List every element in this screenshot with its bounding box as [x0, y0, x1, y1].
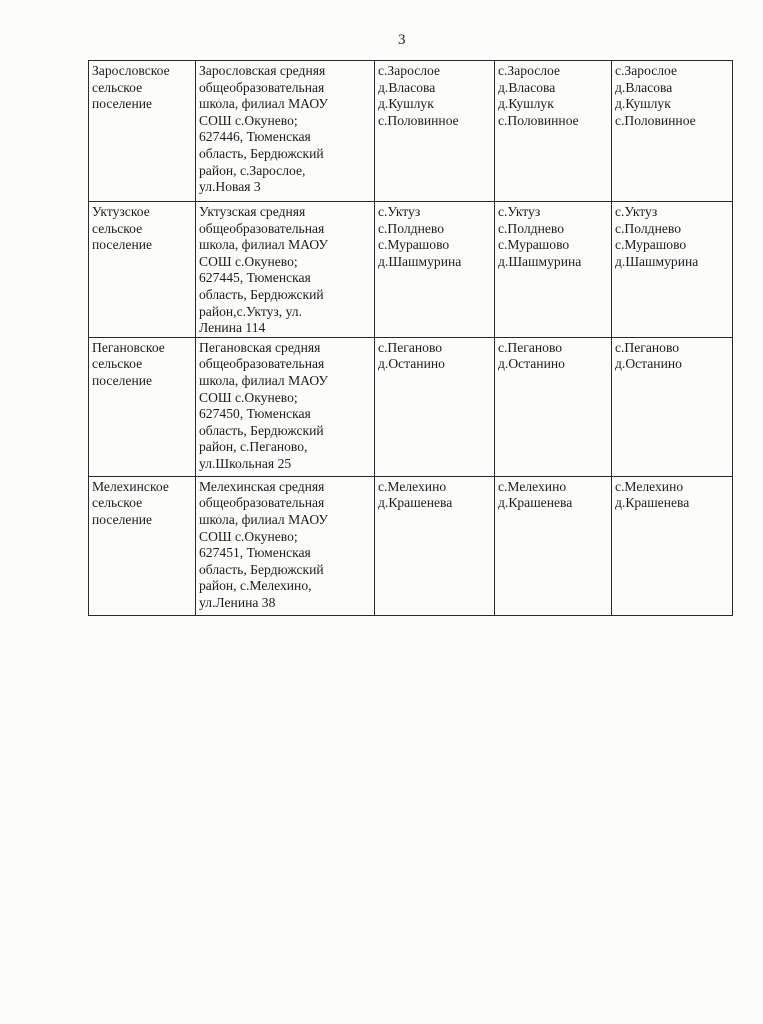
- villages-cell-3: [612, 202, 733, 338]
- cell-text-line: д.Кушлук: [498, 96, 554, 112]
- cell-text-line: область, Бердюжский: [199, 145, 324, 161]
- school-address-cell: [196, 476, 375, 615]
- cell-text-line: поселение: [92, 96, 153, 112]
- villages-cell-3: [612, 337, 733, 476]
- cell-text-line: школа, филиал МАОУ: [199, 96, 328, 112]
- school-address-cell: [196, 337, 375, 476]
- cell-text-line: Ленина 114: [199, 320, 266, 336]
- cell-text-line: Пегановская средняя: [199, 339, 321, 355]
- cell-text-line: д.Кушлук: [615, 96, 671, 112]
- cell-text-line: Зарословское: [92, 63, 170, 78]
- cell-text-line: ул.Ленина 38: [199, 594, 276, 610]
- villages-cell-1: [375, 476, 495, 615]
- cell-text-line: с.Мелехино: [378, 478, 447, 494]
- villages-cell-2: [495, 337, 612, 476]
- cell-text-line: ул.Новая 3: [199, 179, 261, 195]
- settlement-cell: [89, 61, 196, 202]
- schools-table-body: [89, 61, 733, 616]
- cell-text-line: с.Зарослое: [498, 63, 561, 78]
- cell-text-line: район, с.Пеганово,: [199, 439, 308, 455]
- cell-text-line: Мелехинская средняя: [199, 478, 325, 494]
- table-row: [89, 476, 733, 615]
- cell-text-line: поселение: [92, 237, 153, 253]
- cell-text-line: 627451, Тюменская: [199, 545, 311, 561]
- cell-text-line: с.Половинное: [498, 112, 579, 128]
- cell-text-line: общеобразовательная: [199, 220, 325, 236]
- cell-text-line: поселение: [92, 511, 153, 527]
- cell-text-line: СОШ с.Окунево;: [199, 112, 298, 128]
- schools-table: [88, 60, 733, 616]
- page-number: 3: [398, 32, 406, 48]
- cell-text-line: д.Шашмурина: [498, 253, 582, 269]
- cell-text-line: область, Бердюжский: [199, 422, 324, 438]
- cell-text-line: д.Останино: [615, 356, 682, 372]
- cell-text-line: общеобразовательная: [199, 495, 325, 511]
- table-row: [89, 61, 733, 202]
- cell-text-line: с.Половинное: [615, 112, 696, 128]
- cell-text-line: с.Мурашово: [498, 237, 570, 253]
- settlement-cell: [89, 337, 196, 476]
- cell-text-line: Уктузское: [92, 204, 150, 219]
- cell-text-line: с.Пеганово: [498, 339, 563, 355]
- cell-text-line: ул.Школьная 25: [199, 455, 292, 471]
- cell-text-line: с.Полднево: [615, 220, 681, 236]
- villages-cell-2: [495, 476, 612, 615]
- cell-text-line: область, Бердюжский: [199, 561, 324, 577]
- cell-text-line: с.Мурашово: [378, 237, 450, 253]
- cell-text-line: район, с.Мелехино,: [199, 578, 312, 594]
- cell-text-line: с.Половинное: [378, 112, 459, 128]
- villages-cell-2: [495, 61, 612, 202]
- settlement-cell: [89, 202, 196, 338]
- cell-text-line: д.Шашмурина: [615, 253, 699, 269]
- cell-text-line: школа, филиал МАОУ: [199, 511, 328, 527]
- cell-text-line: СОШ с.Окунево;: [199, 528, 298, 544]
- cell-text-line: область, Бердюжский: [199, 286, 324, 302]
- cell-text-line: с.Полднево: [498, 220, 564, 236]
- cell-text-line: д.Власова: [615, 79, 673, 95]
- cell-text-line: сельское: [92, 220, 143, 236]
- cell-text-line: с.Мелехино: [498, 478, 567, 494]
- cell-text-line: д.Шашмурина: [378, 253, 462, 269]
- villages-cell-3: [612, 61, 733, 202]
- cell-text-line: д.Крашенева: [498, 495, 573, 511]
- cell-text-line: д.Останино: [498, 356, 565, 372]
- table-row: [89, 202, 733, 338]
- cell-text-line: школа, филиал МАОУ: [199, 372, 328, 388]
- cell-text-line: Мелехинское: [92, 478, 169, 494]
- cell-text-line: общеобразовательная: [199, 356, 325, 372]
- cell-text-line: с.Зарослое: [615, 63, 678, 78]
- cell-text-line: с.Уктуз: [378, 204, 421, 219]
- cell-text-line: Зарословская средняя: [199, 63, 326, 78]
- cell-text-line: школа, филиал МАОУ: [199, 237, 328, 253]
- cell-text-line: с.Полднево: [378, 220, 444, 236]
- cell-text-line: д.Власова: [498, 79, 556, 95]
- cell-text-line: 627446, Тюменская: [199, 129, 311, 145]
- cell-text-line: с.Уктуз: [498, 204, 541, 219]
- cell-text-line: СОШ с.Окунево;: [199, 389, 298, 405]
- cell-text-line: Пегановское: [92, 339, 165, 355]
- cell-text-line: поселение: [92, 372, 153, 388]
- cell-text-line: д.Крашенева: [615, 495, 690, 511]
- cell-text-line: 627445, Тюменская: [199, 270, 311, 286]
- cell-text-line: сельское: [92, 356, 143, 372]
- cell-text-line: СОШ с.Окунево;: [199, 253, 298, 269]
- cell-text-line: район, с.Зарослое,: [199, 162, 306, 178]
- villages-cell-1: [375, 337, 495, 476]
- villages-cell-1: [375, 202, 495, 338]
- villages-cell-3: [612, 476, 733, 615]
- cell-text-line: с.Мурашово: [615, 237, 687, 253]
- school-address-cell: [196, 202, 375, 338]
- cell-text-line: общеобразовательная: [199, 79, 325, 95]
- cell-text-line: д.Крашенева: [378, 495, 453, 511]
- cell-text-line: д.Останино: [378, 356, 445, 372]
- school-address-cell: [196, 61, 375, 202]
- cell-text-line: район,с.Уктуз, ул.: [199, 303, 302, 319]
- cell-text-line: Уктузская средняя: [199, 204, 306, 219]
- cell-text-line: сельское: [92, 79, 143, 95]
- cell-text-line: с.Пеганово: [378, 339, 443, 355]
- villages-cell-1: [375, 61, 495, 202]
- cell-text-line: с.Пеганово: [615, 339, 680, 355]
- settlement-cell: [89, 476, 196, 615]
- cell-text-line: д.Кушлук: [378, 96, 434, 112]
- cell-text-line: сельское: [92, 495, 143, 511]
- villages-cell-2: [495, 202, 612, 338]
- cell-text-line: с.Зарослое: [378, 63, 441, 78]
- cell-text-line: с.Мелехино: [615, 478, 684, 494]
- cell-text-line: д.Власова: [378, 79, 436, 95]
- table-row: [89, 337, 733, 476]
- cell-text-line: 627450, Тюменская: [199, 406, 311, 422]
- cell-text-line: с.Уктуз: [615, 204, 658, 219]
